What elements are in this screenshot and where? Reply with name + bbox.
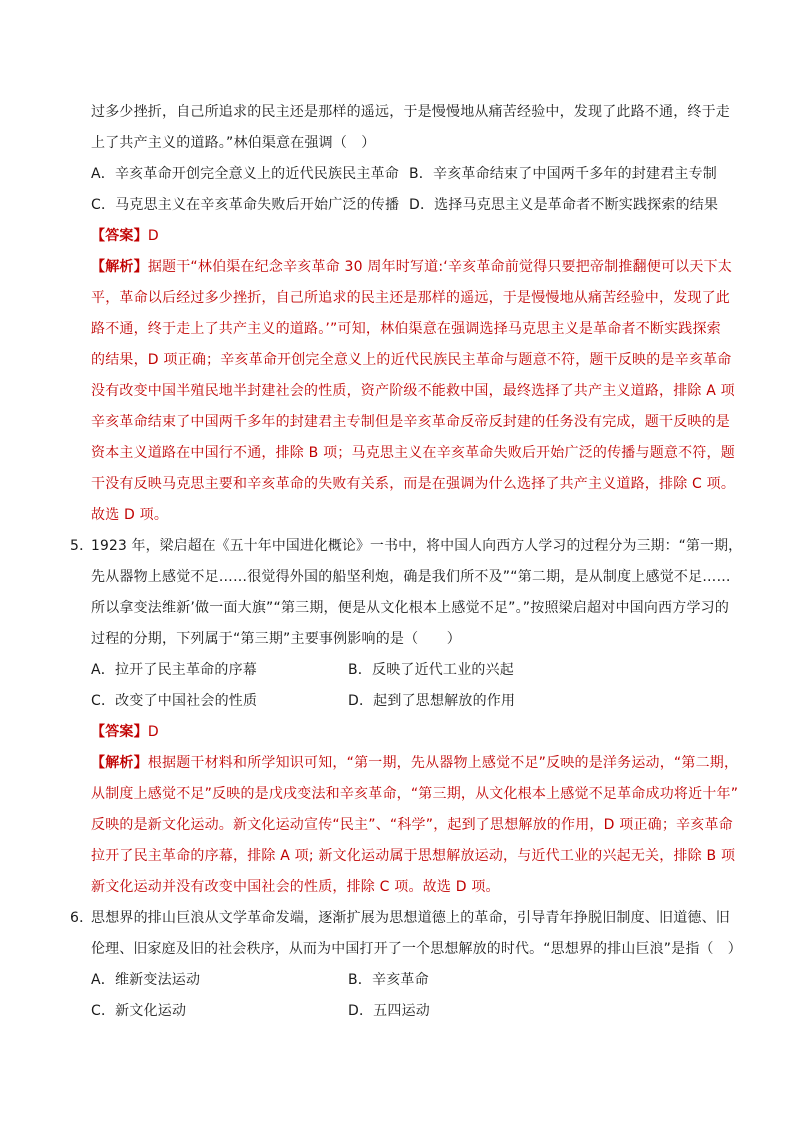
q6-option-b: B．辛亥革命 bbox=[348, 972, 429, 988]
q4-analysis-line: 路不通，终于走上了共产主义的道路。’”可知，林伯渠意在强调选择马克思主义是革命者不断实践探索 bbox=[91, 321, 721, 337]
q5-option-a: A．拉开了民主革命的序幕 bbox=[91, 662, 257, 678]
q4-analysis-line: 辛亥革命结束了中国两千多年的封建君主专制但是辛亥革命反帝反封建的任务没有完成，题干反映的是 bbox=[91, 414, 730, 430]
q4-stem-line: 过多少挫折，自己所追求的民主还是那样的遥远，于是慢慢地从痛苦经验中，发现了此路不通，终于走 bbox=[91, 104, 730, 120]
q4-analysis-line: 平，革命以后经过多少挫折，自己所追求的民主还是那样的遥远，于是慢慢地从痛苦经验中，发现了此 bbox=[91, 290, 730, 306]
q5-option-c: C．改变了中国社会的性质 bbox=[91, 693, 258, 709]
q4-option-c: C．马克思主义在辛亥革命失败后开始广泛的传播 bbox=[91, 197, 400, 213]
answer-tag: 【答案】 bbox=[91, 724, 148, 740]
q4-analysis-line: 故选 D 项。 bbox=[91, 507, 169, 523]
q5-analysis-line: 新文化运动并没有改变中国社会的性质，排除 C 项。故选 D 项。 bbox=[91, 879, 500, 895]
answer-value: D bbox=[147, 724, 159, 740]
answer-tag: 【答案】 bbox=[91, 228, 148, 244]
q4-analysis-line: 资本主义道路在中国行不通，排除 B 项；马克思主义在辛亥革命失败后开始广泛的传播与题意不符，题 bbox=[91, 445, 735, 461]
answer-value: D bbox=[147, 228, 159, 244]
q6-option-c: C．新文化运动 bbox=[91, 1003, 187, 1019]
q5-analysis-line: 反映的是新文化运动。新文化运动宣传“民主”、“科学”，起到了思想解放的作用，D 项正确；辛亥革命 bbox=[91, 817, 733, 833]
q5-analysis-line: 从制度上感觉不足”反映的是戊戌变法和辛亥革命，“第三期，从文化根本上感觉不足革命成功将近十年” bbox=[91, 786, 739, 802]
q5-analysis-line bbox=[91, 753, 738, 773]
analysis-text: 据题干“林伯渠在纪念辛亥革命 30 周年时写道:‘辛亥革命前觉得只要把帝制推翻便可以天下太 bbox=[147, 259, 732, 275]
q5-stem-line: 1923 年，梁启超在《五十年中国进化概论》一书中，将中国人向西方人学习的过程分为三期：“第一期， bbox=[91, 538, 743, 554]
analysis-tag: 【解析】 bbox=[91, 755, 148, 771]
q4-analysis-line bbox=[91, 257, 732, 277]
q4-option-b: B．辛亥革命结束了中国两千多年的封建君主专制 bbox=[409, 166, 718, 182]
q6-stem-line: 思想界的排山巨浪从文学革命发端，逐渐扩展为思想道德上的革命，引导青年挣脱旧制度、旧道德、旧 bbox=[91, 910, 730, 926]
q6-stem-line: 伦理、旧家庭及旧的社会秩序，从而为中国打开了一个思想解放的时代。“思想界的排山巨浪”是指（ ） bbox=[91, 941, 742, 957]
q5-analysis-line: 拉开了民主革命的序幕，排除 A 项; 新文化运动属于思想解放运动，与近代工业的兴起无关，排除 B 项 bbox=[91, 848, 736, 864]
q5-option-b: B．反映了近代工业的兴起 bbox=[348, 662, 515, 678]
q6-option-d: D．五四运动 bbox=[348, 1003, 430, 1019]
q4-stem-line: 上了共产主义的道路。”林伯渠意在强调（ ） bbox=[91, 135, 376, 151]
analysis-tag: 【解析】 bbox=[91, 259, 148, 275]
q5-stem-line: 先从器物上感觉不足……很觉得外国的船坚利炮，确是我们所不及”“第二期，是从制度上感觉不足…… bbox=[91, 569, 731, 585]
q4-option-a: A．辛亥革命开创完全意义上的近代民族民主革命 bbox=[91, 166, 399, 182]
q6-number: 6． bbox=[70, 910, 94, 926]
q4-analysis-line: 干没有反映马克思主要和辛亥革命的失败有关系，而是在强调为什么选择了共产主义道路，排除 C 项。 bbox=[91, 476, 736, 492]
q5-answer bbox=[91, 722, 159, 742]
q5-number: 5． bbox=[70, 538, 94, 554]
q6-option-a: A．维新变法运动 bbox=[91, 972, 201, 988]
q4-analysis-line: 的结果，D 项正确；辛亥革命开创完全意义上的近代民族民主革命与题意不符，题干反映的是辛亥革命 bbox=[91, 352, 732, 368]
q5-stem-line: 所以拿变法维新’做一面大旗”“第三期，便是从文化根本上感觉不足”。”按照梁启超对中国向西方学习的 bbox=[91, 600, 730, 616]
q4-option-d: D．选择马克思主义是革命者不断实践探索的结果 bbox=[409, 197, 719, 213]
q5-stem-line: 过程的分期，下列属于“第三期”主要事例影响的是（ ） bbox=[91, 631, 461, 647]
q4-answer bbox=[91, 226, 159, 246]
q4-analysis-line: 没有改变中国半殖民地半封建社会的性质，资产阶级不能救中国，最终选择了共产主义道路，排除 A 项 bbox=[91, 383, 735, 399]
analysis-text: 根据题干材料和所学知识可知，“第一期，先从器物上感觉不足”反映的是洋务运动，“第二期， bbox=[147, 755, 739, 771]
q5-option-d: D．起到了思想解放的作用 bbox=[348, 693, 516, 709]
